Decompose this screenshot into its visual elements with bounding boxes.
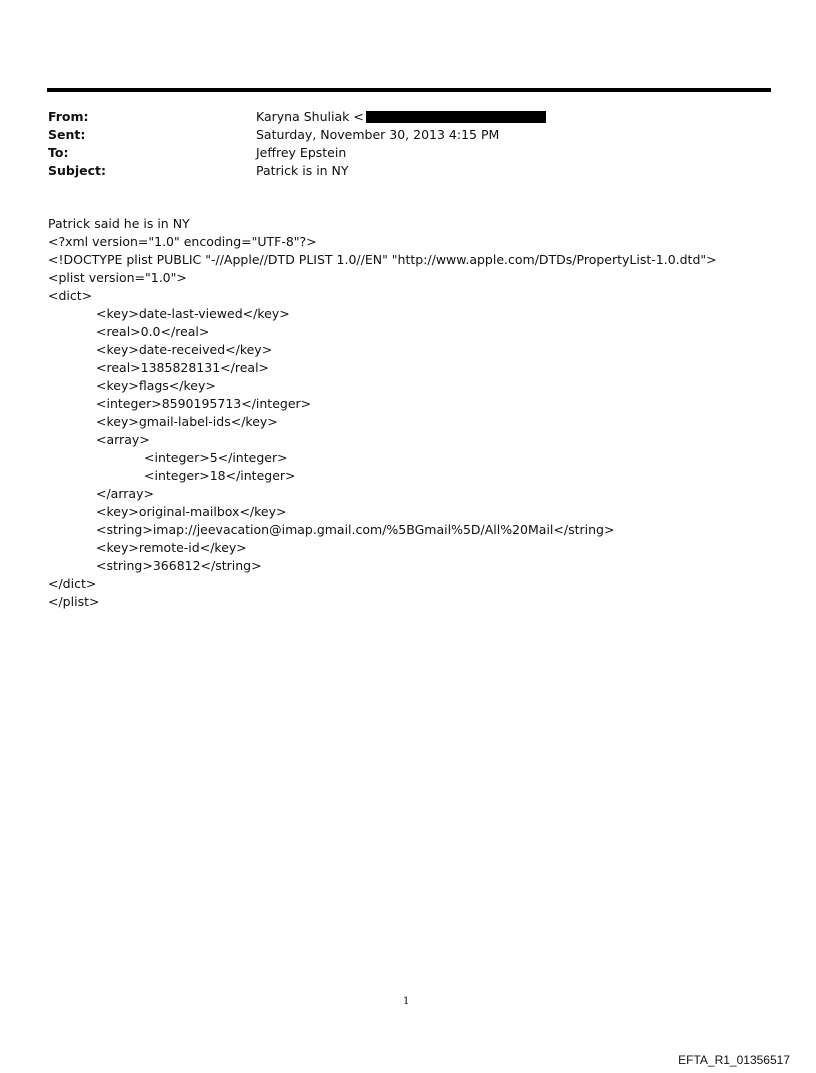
body-line: <string>366812</string> [96, 558, 262, 573]
body-line: <key>remote-id</key> [96, 540, 247, 555]
body-line: <plist version="1.0"> [48, 270, 187, 285]
body-line: <!DOCTYPE plist PUBLIC "-//Apple//DTD PLIST 1.0//EN" "http://www.apple.com/DTDs/PropertyList-1.0.dtd"> [48, 252, 717, 267]
body-line: <?xml version="1.0" encoding="UTF-8"?> [48, 234, 317, 249]
to-label: To: [48, 145, 69, 160]
from-label: From: [48, 109, 89, 124]
body-line: <integer>8590195713</integer> [96, 396, 312, 411]
body-line: <key>date-last-viewed</key> [96, 306, 290, 321]
body-line: <real>0.0</real> [96, 324, 210, 339]
subject-label: Subject: [48, 163, 106, 178]
body-line: </dict> [48, 576, 97, 591]
from-row [48, 108, 748, 126]
body-line: <key>original-mailbox</key> [96, 504, 287, 519]
sent-value: Saturday, November 30, 2013 4:15 PM [256, 127, 500, 142]
subject-row [48, 162, 748, 180]
body-line: <key>flags</key> [96, 378, 216, 393]
body-line: <key>gmail-label-ids</key> [96, 414, 278, 429]
sent-row [48, 126, 748, 144]
body-line: <key>date-received</key> [96, 342, 273, 357]
sender-name: Karyna Shuliak < [256, 109, 364, 124]
body-line: Patrick said he is in NY [48, 216, 190, 231]
body-line: <integer>18</integer> [144, 468, 296, 483]
redaction-bar [366, 111, 546, 123]
page-number: 1 [403, 996, 410, 1007]
subject-value: Patrick is in NY [256, 163, 349, 178]
body-line: </plist> [48, 594, 100, 609]
body-line: </array> [96, 486, 154, 501]
to-row [48, 144, 748, 162]
email-header [48, 108, 748, 180]
from-value [256, 108, 546, 126]
to-value: Jeffrey Epstein [256, 145, 347, 160]
body-line: <real>1385828131</real> [96, 360, 270, 375]
body-line: <dict> [48, 288, 93, 303]
body-line: <integer>5</integer> [144, 450, 288, 465]
sent-label: Sent: [48, 127, 86, 142]
document-id: EFTA_R1_01356517 [678, 1053, 790, 1067]
body-line: <array> [96, 432, 150, 447]
body-line: <string>imap://jeevacation@imap.gmail.com/%5BGmail%5D/All%20Mail</string> [96, 522, 615, 537]
email-body [48, 215, 788, 611]
header-divider [47, 88, 771, 92]
